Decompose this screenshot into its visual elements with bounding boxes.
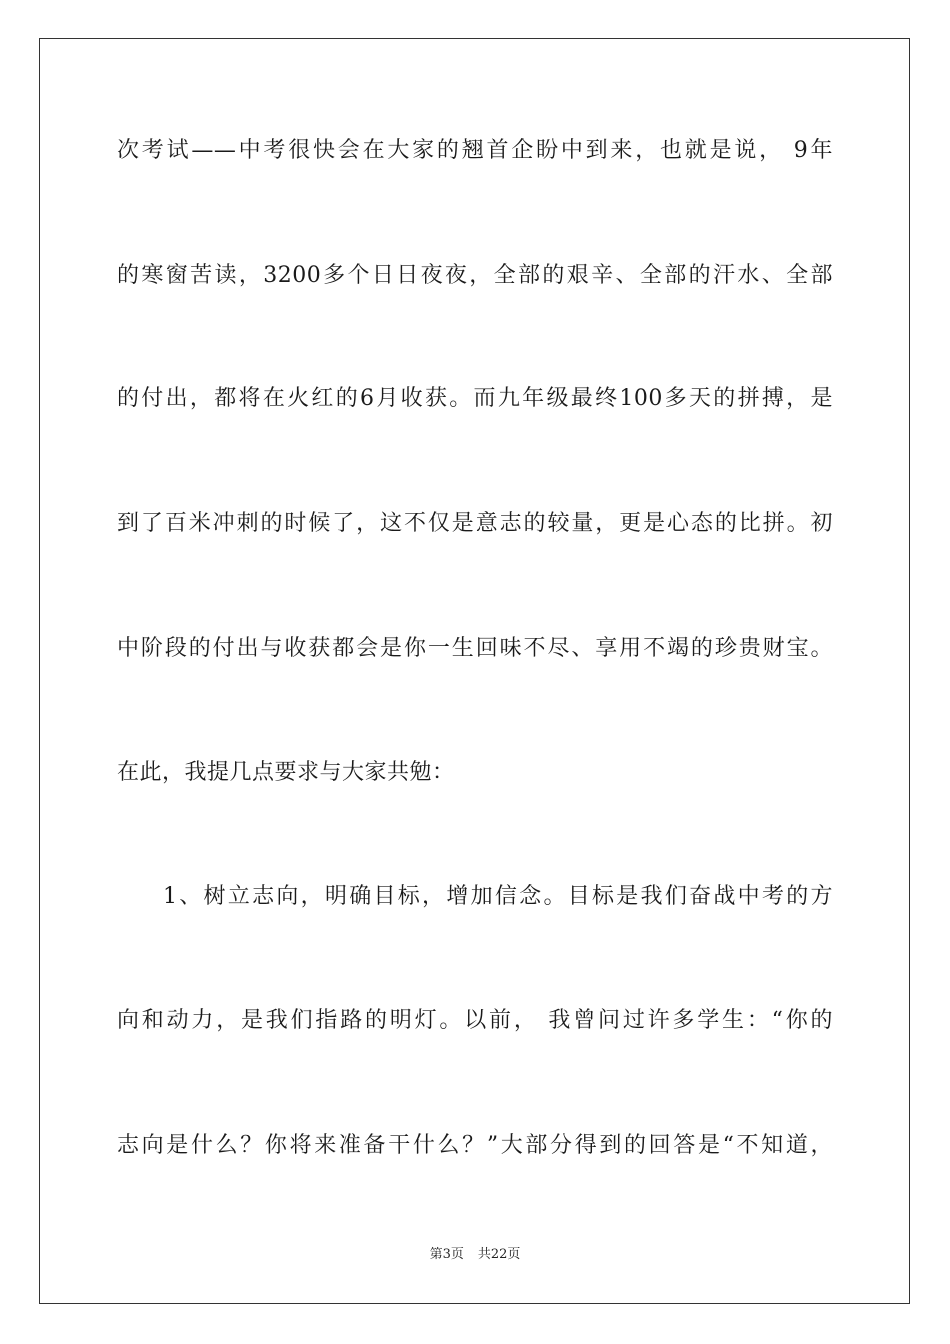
- body-line-7: 1、树立志向，明确目标，增加信念。目标是我们奋战中考的方: [163, 884, 833, 909]
- page-number: 第3页: [429, 1247, 464, 1262]
- body-line-4: 到了百米冲刺的时候了，这不仅是意志的较量，更是心态的比拼。初: [117, 511, 833, 536]
- body-line-9: 志向是什么？你将来准备干什么？”大部分得到的回答是“不知道，: [117, 1133, 833, 1158]
- body-line-2: 的寒窗苦读，3200多个日日夜夜，全部的艰辛、全部的汗水、全部: [117, 263, 833, 288]
- body-line-5: 中阶段的付出与收获都会是你一生回味不尽、享用不竭的珍贵财宝。: [117, 636, 833, 661]
- body-line-1: 次考试——中考很快会在大家的翘首企盼中到来，也就是说， 9年: [117, 138, 833, 163]
- page-border: [39, 38, 910, 1304]
- body-line-6: 在此，我提几点要求与大家共勉：: [117, 760, 455, 785]
- body-line-8: 向和动力，是我们指路的明灯。以前， 我曾问过许多学生：“你的: [117, 1008, 833, 1033]
- body-line-3: 的付出，都将在火红的6月收获。而九年级最终100多天的拼搏，是: [117, 386, 833, 411]
- page-total: 共22页: [477, 1247, 521, 1262]
- page-footer: [0, 1246, 950, 1264]
